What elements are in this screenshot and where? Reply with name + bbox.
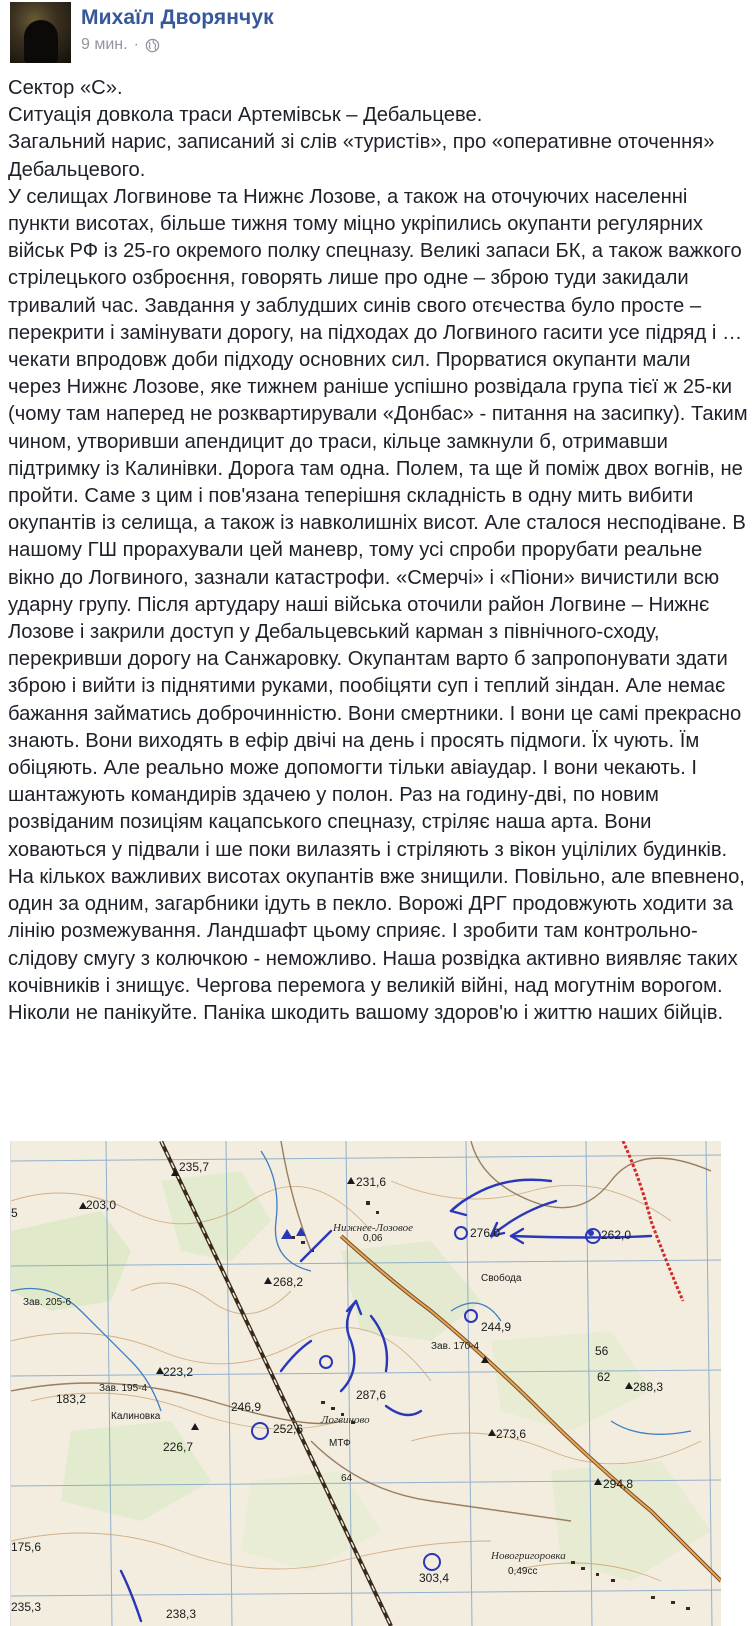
map-label: 226,7 <box>163 1440 194 1454</box>
map-label: 223,2 <box>163 1365 194 1379</box>
post-paragraph: Загальний нарис, записаний зі слів «туристів», про «оперативне оточення» Дебальцевого. <box>8 131 715 181</box>
map-label: 262,0 <box>601 1228 632 1242</box>
avatar[interactable] <box>10 2 71 63</box>
map-label: 175,6 <box>11 1540 42 1554</box>
village-label: Логвиново <box>321 1414 370 1426</box>
topographic-map <box>11 1141 721 1626</box>
post-map-image[interactable] <box>10 1141 721 1626</box>
map-label: 268,2 <box>273 1275 304 1289</box>
globe-icon[interactable] <box>145 38 160 53</box>
grid-number: 62 <box>597 1370 611 1384</box>
meta-separator: · <box>133 36 139 53</box>
map-label: 294,8 <box>603 1477 634 1491</box>
post-meta <box>81 36 160 54</box>
map-label: 0,49сс <box>508 1566 538 1577</box>
map-label: 244,9 <box>481 1320 512 1334</box>
map-label: Зав. 205-6 <box>23 1297 72 1308</box>
map-label: 235,3 <box>11 1600 42 1614</box>
map-label: 246,9 <box>231 1400 262 1414</box>
map-label: 231,6 <box>356 1175 387 1189</box>
post-paragraph: Ситуація довкола траси Артемівськ – Дебальцеве. <box>8 104 483 127</box>
post-paragraph: У селищах Логвинове та Нижнє Лозове, а також на оточуючих населенні пункти висотах, більше тижня тому міцно укріпились окупанти регулярних військ РФ із 25-го окремого полку спецназу. Великі запаси БК, а також важкого стрілецького озброєння, говорять лише про одне – зброю туди закидали тривалий час. Завдання у заблудших синів свого отєчества було просте – перекрити і замінувати дорогу, на підходах до Логвиного гасити усе підряд і … чекати впродовж доби підходу основних сил. Прорватися окупанти мали через Нижнє Лозове, яке тижнем раніше успішно розвідала група тієї ж 25-ки (чому там наперед не розквартирували «Донбас» - питання на засипку). Таким чином, утворивши апендицит до траси, кільце замкнули б, отримавши підтримку із Калинівки. Дорога там одна. Полем, та ще й поміж двох вогнів, не пройти. Саме з цим і пов'язана теперішня складність в одну мить вибити окупантів із селища, а також із навколишніх висот. Але сталося несподіване. В нашому ГШ прорахували цей маневр, тому усі спроби прорубати реальне вікно до Логвиного, зазнали катастрофи. «Смерчі» і «Піони» вичистили всю ударну групу. Після артудару наші війська оточили район Логвине – Нижнє Лозове і закрили доступ у Дебальцевський карман з північного-сходу, перекривши дорогу на Санжаровку. Окупантам варто б запропонувати здати зброю і вийти із піднятими руками, пообіцяти суп і теплий зіндан. Але немає бажання займатись доброчинністю. Вони смертники. І вони це самі прекрасно знають. Вони виходять в ефір двічі на день і просять підмоги. Їх чують. Їм обіцяють. Але реально може допомогти тільки авіаудар. І вони чекають. І шантажують командирів здачею у полон. Раз на годину-дві, по новим розвіданим позиціям кацапського спецназу, стріляє наша арта. Вони ховаються у підвали і ше поки вилазять і стріляють з вікон уцілілих будинків. На кількох важливих висотах окупантів вже знищили. Повільно, але впевнено, один за одним, загарбники ідуть в пекло. Ворожі ДРГ продовжують ходити за лінію розмежування. Ландшафт цьому сприяє. І зробити там контрольно-слідову смугу з колючкою - неможливо. Наша розвідка активно виявляє таких кочівників і знищує. Чергова перемога у великій війні, над могутнім ворогом. Ніколи не панікуйте. Паніка шкодить вашому здоров'ю і життю наших бійців. <box>8 185 748 1024</box>
map-label: 303,4 <box>419 1571 450 1585</box>
map-label: 273,6 <box>496 1427 527 1441</box>
post-paragraph: Сектор «С». <box>8 77 123 99</box>
village-label: Нижнее-Лозовое <box>333 1222 414 1234</box>
map-label: 252,6 <box>273 1422 304 1436</box>
grid-number: 5 <box>11 1206 18 1220</box>
map-label: 238,3 <box>166 1607 197 1621</box>
map-label: 183,2 <box>56 1392 87 1406</box>
grid-number: 56 <box>595 1344 609 1358</box>
post-header <box>0 0 752 70</box>
map-label: МТФ <box>329 1438 351 1449</box>
map-label: Зав. 170-4 <box>431 1341 480 1352</box>
map-label: 203,0 <box>86 1198 117 1212</box>
village-label: Новогригоровка <box>491 1550 566 1562</box>
author-name-link[interactable]: Михаїл Дворянчук <box>81 6 274 29</box>
post-timestamp[interactable]: 9 мин. <box>81 36 128 53</box>
village-label: Калиновка <box>111 1411 161 1422</box>
map-label: 235,7 <box>179 1160 210 1174</box>
post-text <box>8 75 748 1027</box>
map-label: 64 <box>341 1473 353 1484</box>
map-label: 287,6 <box>356 1388 387 1402</box>
map-label: 288,3 <box>633 1380 664 1394</box>
map-label: Свобода <box>481 1273 522 1284</box>
map-label: 276,0 <box>470 1226 501 1240</box>
map-label: Зав. 195-4 <box>99 1383 148 1394</box>
avatar-silhouette <box>24 20 58 63</box>
map-label: 0,06 <box>363 1233 383 1244</box>
